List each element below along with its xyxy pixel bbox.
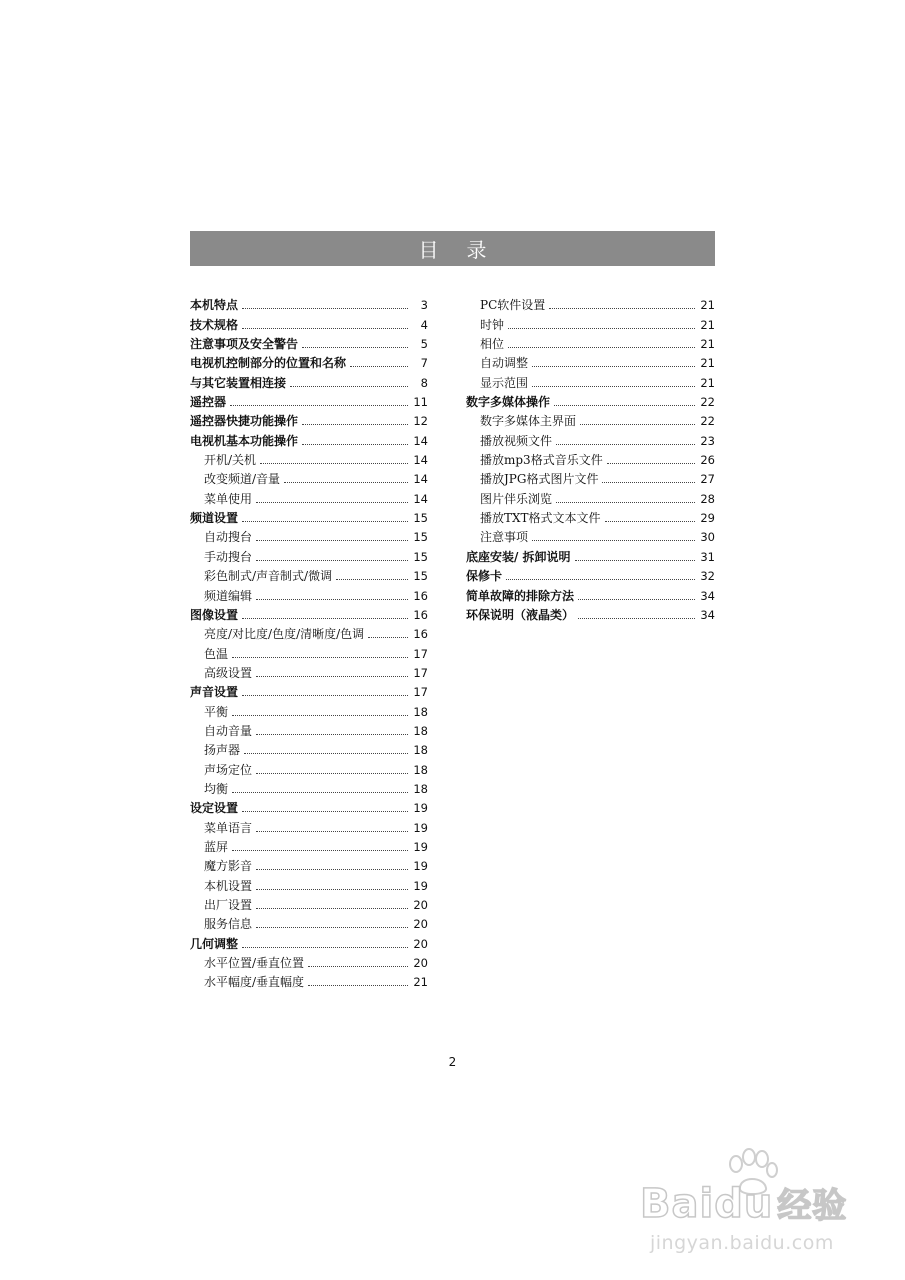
dot-leader — [242, 521, 408, 522]
dot-leader — [549, 308, 695, 309]
toc-entry-label: 图像设置 — [190, 607, 239, 622]
dot-leader — [232, 850, 408, 851]
dot-leader — [508, 347, 695, 348]
dot-leader — [242, 695, 408, 696]
toc-entry-page: 22 — [700, 395, 715, 410]
toc-entry-page: 11 — [413, 395, 428, 410]
toc-entry-page: 18 — [413, 762, 428, 777]
toc-entry[interactable] — [190, 409, 428, 428]
toc-entry-page: 17 — [413, 685, 428, 700]
toc-entry[interactable] — [190, 467, 428, 486]
watermark-brand: Baidu 经验 — [640, 1181, 848, 1227]
toc-entry[interactable] — [190, 719, 428, 738]
dot-leader — [232, 792, 408, 793]
toc-entry-page: 16 — [413, 607, 428, 622]
dot-leader — [256, 889, 408, 890]
toc-entry-page: 21 — [700, 298, 715, 313]
toc-entry[interactable] — [466, 486, 715, 505]
toc-entry-page: 16 — [413, 627, 428, 642]
toc-entry-label: 自动搜台 — [204, 530, 253, 545]
toc-entry-page: 14 — [413, 433, 428, 448]
toc-entry-page: 34 — [700, 588, 715, 603]
toc-entry-page: 15 — [413, 549, 428, 564]
toc-entry[interactable] — [190, 583, 428, 602]
toc-entry-page: 32 — [700, 569, 715, 584]
dot-leader — [256, 927, 408, 928]
dot-leader — [302, 347, 408, 348]
dot-leader — [242, 947, 408, 948]
toc-entry-label: 自动音量 — [204, 723, 253, 738]
toc-entry[interactable] — [190, 486, 428, 505]
dot-leader — [256, 676, 408, 677]
dot-leader — [556, 444, 695, 445]
toc-entry[interactable] — [190, 815, 428, 834]
toc-entry-page: 14 — [413, 472, 428, 487]
toc-entry[interactable] — [466, 351, 715, 370]
toc-entry[interactable] — [190, 564, 428, 583]
toc-entry[interactable] — [190, 622, 428, 641]
toc-entry-label: 平衡 — [204, 704, 229, 719]
toc-entry[interactable] — [190, 912, 428, 931]
toc-entry-page: 26 — [700, 453, 715, 468]
dot-leader — [532, 366, 695, 367]
toc-entry[interactable] — [190, 970, 428, 989]
toc-entry-page: 14 — [413, 491, 428, 506]
toc-entry-label: 色温 — [204, 646, 229, 661]
toc-entry-label: 注意事项及安全警告 — [190, 337, 299, 352]
toc-entry-page: 15 — [413, 530, 428, 545]
dot-leader — [232, 657, 408, 658]
toc-entry-label: 菜单语言 — [204, 820, 253, 835]
dot-leader — [336, 579, 408, 580]
toc-entry-page: 30 — [700, 530, 715, 545]
toc-entry[interactable] — [190, 873, 428, 892]
toc-entry-label: 自动调整 — [480, 356, 529, 371]
watermark-url: jingyan.baidu.com — [650, 1232, 834, 1254]
toc-title: 目录 — [418, 238, 515, 262]
dot-leader — [607, 463, 695, 464]
toc-title-bar — [190, 231, 715, 266]
dot-leader — [242, 308, 408, 309]
dot-leader — [290, 386, 408, 387]
dot-leader — [605, 521, 695, 522]
dot-leader — [256, 869, 408, 870]
toc-entry[interactable] — [190, 351, 428, 370]
dot-leader — [256, 599, 408, 600]
toc-entry-page: 27 — [700, 472, 715, 487]
page-number: 2 — [448, 1055, 457, 1069]
dot-leader — [256, 540, 408, 541]
toc-entry-label: 本机特点 — [190, 298, 239, 313]
toc-entry[interactable] — [190, 661, 428, 680]
toc-entry[interactable] — [190, 390, 428, 409]
toc-entry-label: 亮度/对比度/色度/清晰度/色调 — [204, 627, 365, 642]
toc-entry-page: 14 — [413, 453, 428, 468]
toc-entry-label: 播放mp3格式音乐文件 — [480, 453, 603, 468]
toc-entry[interactable] — [190, 835, 428, 854]
toc-entry-page: 4 — [420, 317, 428, 332]
dot-leader — [302, 444, 408, 445]
dot-leader — [602, 482, 695, 483]
toc-entry[interactable] — [190, 370, 428, 389]
toc-entry-label: 水平幅度/垂直幅度 — [204, 975, 305, 990]
toc-entry[interactable] — [466, 293, 715, 312]
dot-leader — [578, 618, 695, 619]
dot-leader — [554, 405, 695, 406]
dot-leader — [256, 908, 408, 909]
toc-entry[interactable] — [190, 603, 428, 622]
toc-entry-page: 18 — [413, 723, 428, 738]
dot-leader — [256, 502, 408, 503]
toc-entry-label: 播放视频文件 — [480, 433, 553, 448]
toc-entry-label: 开机/关机 — [204, 453, 257, 468]
dot-leader — [242, 328, 408, 329]
toc-entry[interactable] — [190, 448, 428, 467]
toc-entry-label: 几何调整 — [190, 936, 239, 951]
toc-entry-page: 18 — [413, 743, 428, 758]
toc-entry-page: 28 — [700, 491, 715, 506]
toc-entry-page: 29 — [700, 511, 715, 526]
toc-entry-label: 蓝屏 — [204, 839, 229, 854]
dot-leader — [244, 753, 408, 754]
toc-entry[interactable] — [190, 641, 428, 660]
toc-entry[interactable] — [466, 506, 715, 525]
toc-entry[interactable] — [466, 583, 715, 602]
toc-entry-page: 21 — [700, 375, 715, 390]
toc-entry-label: PC软件设置 — [480, 298, 546, 313]
toc-entry-label: 出厂设置 — [204, 898, 253, 912]
toc-entry-page: 20 — [413, 898, 428, 912]
toc-entry-label: 底座安装/ 拆卸说明 — [466, 549, 571, 564]
toc-entry-page: 21 — [413, 975, 428, 990]
toc-entry-page: 15 — [413, 569, 428, 584]
dot-leader — [256, 773, 408, 774]
toc-entry[interactable] — [190, 506, 428, 525]
toc-entry-page: 3 — [420, 298, 428, 313]
toc-entry[interactable] — [190, 893, 428, 912]
toc-entry[interactable] — [190, 777, 428, 796]
toc-entry-label: 设定设置 — [190, 801, 239, 816]
toc-entry-label: 均衡 — [204, 781, 229, 796]
dot-leader — [368, 637, 408, 638]
toc-entry-page: 31 — [700, 549, 715, 564]
toc-entry-label: 注意事项 — [480, 530, 529, 545]
baidu-watermark — [640, 1148, 880, 1258]
toc-entry-label: 声场定位 — [204, 762, 253, 777]
toc-right-column — [466, 293, 715, 622]
toc-entry-label: 播放TXT格式文本文件 — [480, 511, 601, 526]
toc-entry-label: 扬声器 — [204, 743, 241, 758]
toc-entry-page: 7 — [420, 356, 428, 371]
toc-entry-label: 改变频道/音量 — [204, 472, 281, 487]
toc-entry-label: 播放JPG格式图片文件 — [480, 472, 599, 487]
toc-entry-label: 手动搜台 — [204, 549, 253, 564]
toc-entry[interactable] — [190, 738, 428, 757]
dot-leader — [302, 424, 408, 425]
dot-leader — [532, 386, 695, 387]
toc-entry-label: 菜单使用 — [204, 491, 253, 506]
toc-entry-page: 18 — [413, 781, 428, 796]
toc-entry-label: 魔方影音 — [204, 859, 253, 874]
toc-entry-label: 频道设置 — [190, 511, 239, 526]
toc-entry[interactable] — [190, 332, 428, 351]
toc-entry[interactable] — [190, 699, 428, 718]
toc-entry-page: 16 — [413, 588, 428, 603]
toc-entry[interactable] — [466, 312, 715, 331]
toc-entry-page: 23 — [700, 433, 715, 448]
toc-entry-label: 电视机基本功能操作 — [190, 433, 299, 448]
toc-entry[interactable] — [466, 370, 715, 389]
toc-entry-label: 频道编辑 — [204, 588, 253, 603]
toc-entry-label: 声音设置 — [190, 685, 239, 700]
dot-leader — [575, 560, 695, 561]
dot-leader — [256, 734, 408, 735]
toc-entry-label: 遥控器 — [190, 395, 227, 410]
dot-leader — [242, 811, 408, 812]
toc-entry[interactable] — [466, 564, 715, 583]
toc-entry-label: 环保说明（液晶类） — [466, 607, 575, 622]
toc-entry[interactable] — [466, 525, 715, 544]
dot-leader — [508, 328, 695, 329]
toc-entry-page: 19 — [413, 859, 428, 874]
toc-entry[interactable] — [466, 448, 715, 467]
toc-entry-page: 21 — [700, 356, 715, 371]
dot-leader — [308, 985, 408, 986]
toc-entry-label: 技术规格 — [190, 317, 239, 332]
toc-entry-page: 12 — [413, 414, 428, 429]
toc-entry-label: 图片伴乐浏览 — [480, 491, 553, 506]
toc-entry-label: 水平位置/垂直位置 — [204, 956, 305, 971]
dot-leader — [256, 560, 408, 561]
dot-leader — [506, 579, 695, 580]
toc-entry-label: 本机设置 — [204, 878, 253, 893]
toc-entry-page: 21 — [700, 337, 715, 352]
toc-entry[interactable] — [190, 931, 428, 950]
toc-entry[interactable] — [190, 544, 428, 563]
toc-entry[interactable] — [466, 332, 715, 351]
dot-leader — [260, 463, 408, 464]
toc-entry-page: 20 — [413, 917, 428, 932]
toc-left-column — [190, 293, 428, 989]
toc-entry-page: 5 — [420, 337, 428, 352]
toc-entry[interactable] — [190, 854, 428, 873]
toc-entry-label: 遥控器快捷功能操作 — [190, 414, 299, 429]
toc-entry-page: 19 — [413, 878, 428, 893]
toc-entry-page: 34 — [700, 607, 715, 622]
toc-entry-page: 20 — [413, 956, 428, 971]
toc-entry-page: 20 — [413, 936, 428, 951]
toc-entry-label: 与其它装置相连接 — [190, 375, 287, 390]
toc-entry[interactable] — [190, 293, 428, 312]
toc-entry[interactable] — [466, 467, 715, 486]
toc-entry-label: 简单故障的排除方法 — [466, 588, 575, 603]
toc-entry-page: 21 — [700, 317, 715, 332]
toc-entry[interactable] — [190, 757, 428, 776]
toc-entry[interactable] — [190, 680, 428, 699]
toc-entry-page: 8 — [420, 375, 428, 390]
dot-leader — [580, 424, 695, 425]
toc-entry[interactable] — [190, 428, 428, 447]
dot-leader — [578, 599, 695, 600]
dot-leader — [556, 502, 695, 503]
toc-entry-page: 17 — [413, 665, 428, 680]
toc-entry[interactable] — [466, 544, 715, 563]
toc-entry-label: 相位 — [480, 337, 505, 352]
toc-entry-label: 彩色制式/声音制式/微调 — [204, 569, 333, 584]
toc-entry-page: 19 — [413, 839, 428, 854]
dot-leader — [256, 831, 408, 832]
dot-leader — [284, 482, 408, 483]
dot-leader — [532, 540, 695, 541]
toc-entry-label: 服务信息 — [204, 917, 253, 932]
toc-entry-label: 时钟 — [480, 317, 505, 332]
toc-entry[interactable] — [466, 409, 715, 428]
dot-leader — [232, 715, 408, 716]
toc-entry-label: 电视机控制部分的位置和名称 — [190, 356, 347, 371]
toc-entry-page: 15 — [413, 511, 428, 526]
dot-leader — [230, 405, 408, 406]
toc-entry[interactable] — [466, 603, 715, 622]
toc-entry-label: 保修卡 — [466, 569, 503, 584]
toc-entry-page: 17 — [413, 646, 428, 661]
toc-entry-page: 18 — [413, 704, 428, 719]
dot-leader — [308, 966, 408, 967]
toc-entry-label: 数字多媒体主界面 — [480, 414, 577, 429]
toc-entry[interactable] — [190, 796, 428, 815]
toc-entry-page: 19 — [413, 820, 428, 835]
toc-entry-page: 19 — [413, 801, 428, 816]
toc-entry-label: 数字多媒体操作 — [466, 395, 551, 410]
toc-entry-label: 高级设置 — [204, 665, 253, 680]
toc-entry[interactable] — [190, 951, 428, 970]
toc-entry[interactable] — [466, 390, 715, 409]
dot-leader — [350, 366, 408, 367]
toc-entry[interactable] — [466, 428, 715, 447]
toc-entry[interactable] — [190, 312, 428, 331]
toc-entry[interactable] — [190, 525, 428, 544]
dot-leader — [242, 618, 408, 619]
toc-entry-label: 显示范围 — [480, 375, 529, 390]
toc-entry-page: 22 — [700, 414, 715, 429]
